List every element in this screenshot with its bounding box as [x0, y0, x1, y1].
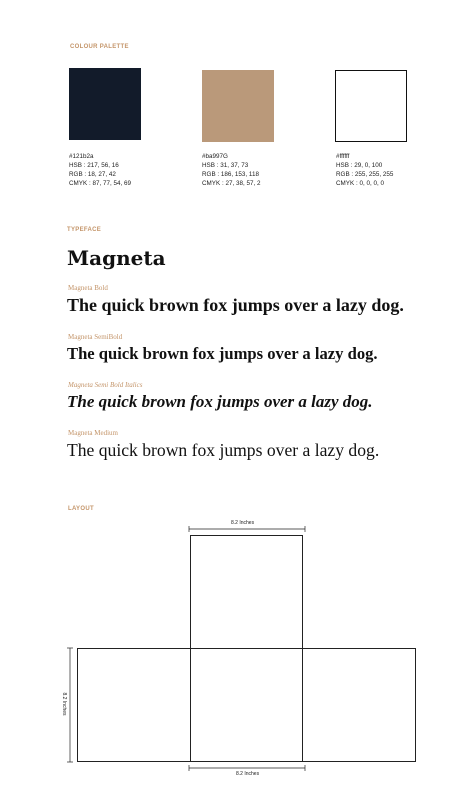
- layout-title: LAYOUT: [68, 506, 94, 512]
- style-label-bold: Magneta Bold: [68, 284, 108, 292]
- style-label-medium: Magneta Medium: [68, 429, 118, 437]
- palette-title: COLOUR PALETTE: [70, 44, 129, 50]
- layout-panel-right: [302, 648, 416, 762]
- swatch-white: [335, 70, 407, 142]
- sample-semibold: The quick brown fox jumps over a lazy dog.: [67, 344, 378, 363]
- sample-bold: The quick brown fox jumps over a lazy dog.: [67, 295, 404, 315]
- swatch-hex: #ffffff: [336, 153, 350, 160]
- sample-semibold-italic: The quick brown fox jumps over a lazy dog.: [67, 392, 373, 411]
- bottom-dimension-label: 8.2 Inches: [236, 771, 260, 777]
- swatch-cmyk: CMYK : 87, 77, 54, 69: [69, 180, 131, 187]
- swatch-info-white: [336, 152, 393, 188]
- layout-panel-left: [77, 648, 191, 762]
- swatch-info-navy: [69, 152, 131, 188]
- top-dimension-label: 8.2 Inches: [231, 520, 255, 526]
- left-dimension-line: [66, 647, 74, 763]
- layout-panel-center: [190, 648, 303, 762]
- swatch-rgb: RGB : 255, 255, 255: [336, 171, 394, 178]
- swatch-hsb: HSB : 31, 37, 73: [202, 162, 249, 169]
- left-dimension-label: 8.2 Inches: [61, 692, 67, 716]
- layout-panel-top: [190, 535, 303, 649]
- swatch-hsb: HSB : 29, 0, 100: [336, 162, 383, 169]
- swatch-rgb: RGB : 186, 153, 118: [202, 171, 259, 178]
- swatch-cmyk: CMYK : 27, 38, 57, 2: [202, 180, 261, 187]
- typeface-title: TYPEFACE: [67, 227, 102, 233]
- swatch-hsb: HSB : 217, 56, 16: [69, 162, 119, 169]
- swatch-rgb: RGB : 18, 27, 42: [69, 171, 116, 178]
- swatch-navy: [69, 68, 141, 140]
- swatch-tan: [202, 70, 274, 142]
- sample-medium: The quick brown fox jumps over a lazy dog.: [67, 440, 380, 460]
- typeface-name: Magneta: [67, 246, 166, 270]
- top-dimension-line: [188, 525, 306, 533]
- style-label-semibold-italic: Magneta Semi Bold Italics: [68, 381, 143, 389]
- swatch-hex: #ba997G: [202, 153, 228, 160]
- swatch-hex: #121b2a: [69, 153, 94, 160]
- swatch-cmyk: CMYK : 0, 0, 0, 0: [336, 180, 384, 187]
- style-label-semibold: Magneta SemiBold: [68, 333, 123, 341]
- swatch-info-tan: [202, 152, 260, 188]
